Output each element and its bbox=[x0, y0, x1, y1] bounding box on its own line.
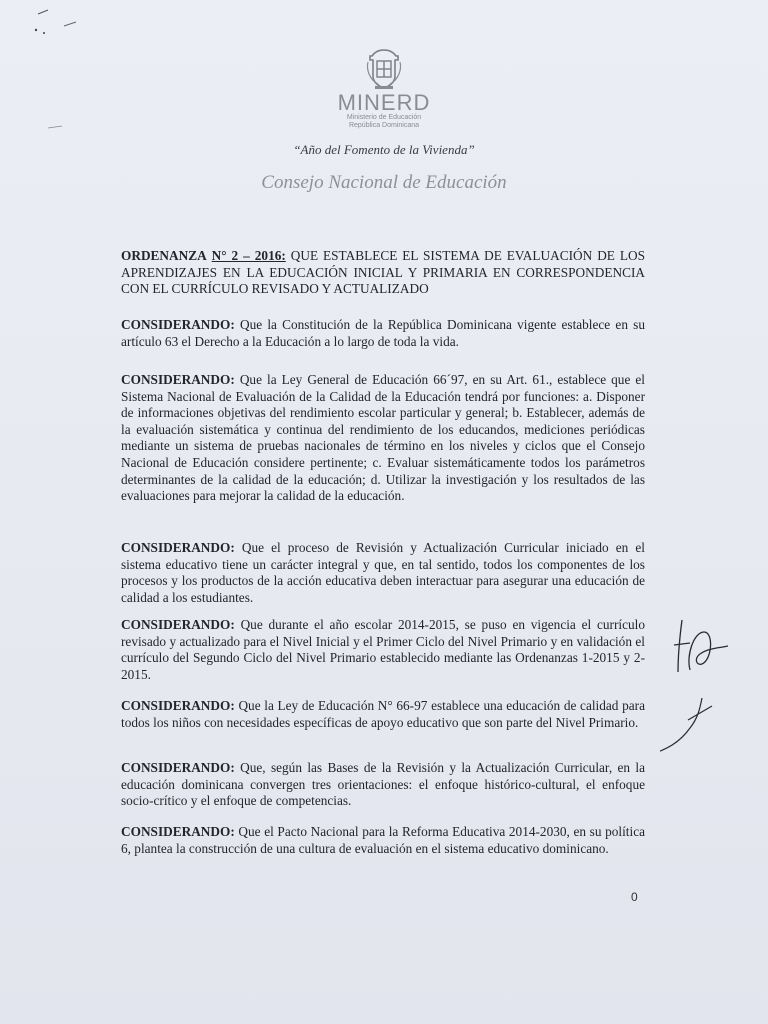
considerando-text: Que la Ley General de Educación 66´97, en su Art. 61., establece que el Sistema Nacional de Evaluación de la Calidad de la Educación tendrá por funciones: a. Disponer de informaciones objetivas del rendimiento escolar particular y general; b. Establecer, además de la evaluación sistemática y continua del rendimiento de los educandos, mediciones periódicas mediante un sistema de pruebas nacionales de término en los niveles y ciclos que el Consejo Nacional de Educación considere pertinente; c. Evaluar sistemáticamente todos los parámetros determinantes de la calidad de la educación; d. Utilizar la investigación y los resultados de las evaluaciones para mejorar la calidad de la educación. bbox=[121, 372, 645, 504]
considerando-text: Que el proceso de Revisión y Actualización Curricular iniciado en el sistema educativo tiene un carácter integral y que, en tal sentido, todos los componentes de los procesos y los productos de la acción educativa deben interactuar para asegurar una educación de calidad a los estudiantes. bbox=[121, 540, 645, 605]
brand-subtitle-country: República Dominicana bbox=[348, 122, 420, 129]
considerando-text: Que la Constitución de la República Dominicana vigente establece en su artículo 63 el Derecho a la Educación a lo largo de toda la vida. bbox=[121, 317, 645, 349]
year-motto: “Año del Fomento de la Vivienda” bbox=[293, 142, 475, 157]
brand-subtitle-ministry: Ministerio de Educación bbox=[346, 114, 422, 121]
ordinance-number: N° 2 – 2016: bbox=[211, 248, 286, 263]
considerando-label: CONSIDERANDO: bbox=[121, 540, 235, 555]
considerando-text: Que, según las Bases de la Revisión y la Actualización Curricular, en la educación dominicana convergen tres orientaciones: el enfoque histórico-cultural, el enfoque socio-crítico y el enfoque de competencias. bbox=[121, 760, 645, 809]
considerando-text: Que el Pacto Nacional para la Reforma Educativa 2014-2030, en su política 6, plantea la construcción de una cultura de evaluación en el sistema educativo dominicano. bbox=[121, 824, 645, 856]
considerando-label: CONSIDERANDO: bbox=[121, 824, 235, 839]
ordinance-label: ORDENANZA bbox=[121, 248, 207, 263]
considerando-label: CONSIDERANDO: bbox=[121, 698, 235, 713]
considerando-text: Que la Ley de Educación N° 66-97 establece una educación de calidad para todos los niños con necesidades específicas de apoyo educativo que son parte del Nivel Primario. bbox=[121, 698, 645, 730]
page-number: 0 bbox=[631, 890, 638, 904]
brand-name: MINERD bbox=[337, 90, 431, 115]
ordinance-title: QUE ESTABLECE EL SISTEMA DE EVALUACIÓN DE LOS APRENDIZAJES EN LA EDUCACIÓN INICIAL Y PRIMARIA EN CORRESPONDENCIA CON EL CURRÍCULO REVISADO Y ACTUALIZADO bbox=[121, 248, 646, 297]
considerando-label: CONSIDERANDO: bbox=[121, 760, 235, 775]
handwritten-initials-icon bbox=[660, 610, 740, 770]
considerando-text: Que durante el año escolar 2014-2015, se puso en vigencia el currículo revisado y actualizado para el Nivel Inicial y el Primer Ciclo del Nivel Primario y en validación el currículo del Segundo Ciclo del Nivel Primario establecido mediante las Ordenanzas 1-2015 y 2-2015. bbox=[121, 617, 645, 682]
considerando-label: CONSIDERANDO: bbox=[121, 617, 235, 632]
considerando-label: CONSIDERANDO: bbox=[121, 317, 235, 332]
council-title: Consejo Nacional de Educación bbox=[261, 172, 507, 193]
considerando-label: CONSIDERANDO: bbox=[121, 372, 235, 387]
